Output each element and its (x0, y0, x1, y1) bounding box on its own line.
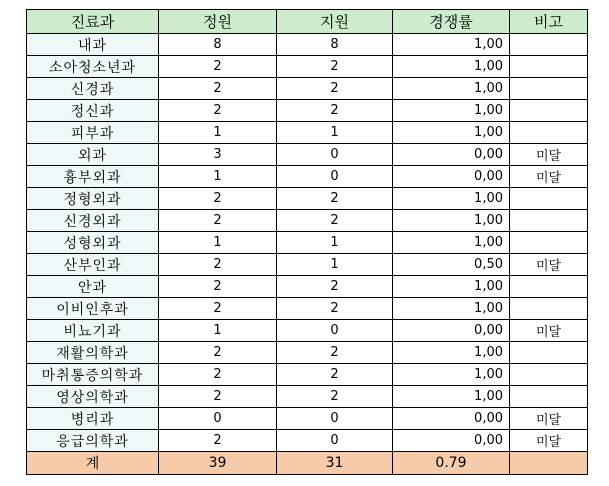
cell-remarks: 미달 (510, 144, 588, 166)
table-row (27, 56, 588, 78)
table-row (27, 276, 588, 298)
cell-quota: 2 (159, 56, 277, 78)
cell-competition-ratio: 1,00 (393, 34, 510, 56)
cell-applicants: 8 (277, 34, 393, 56)
cell-competition-ratio: 0,00 (393, 408, 510, 430)
total-ratio: 0.79 (393, 452, 510, 475)
table-row (27, 298, 588, 320)
cell-competition-ratio: 0,00 (393, 430, 510, 452)
cell-remarks (510, 386, 588, 408)
total-quota: 39 (159, 452, 277, 475)
cell-competition-ratio: 1,00 (393, 188, 510, 210)
cell-quota: 2 (159, 364, 277, 386)
cell-department: 성형외과 (27, 232, 159, 254)
cell-quota: 2 (159, 430, 277, 452)
cell-competition-ratio: 1,00 (393, 386, 510, 408)
cell-department: 정형외과 (27, 188, 159, 210)
header-remarks: 비고 (510, 10, 588, 34)
cell-remarks: 미달 (510, 430, 588, 452)
cell-quota: 3 (159, 144, 277, 166)
cell-remarks (510, 276, 588, 298)
table-body (27, 34, 588, 452)
cell-competition-ratio: 1,00 (393, 78, 510, 100)
cell-department: 외과 (27, 144, 159, 166)
table-row (27, 166, 588, 188)
cell-remarks (510, 364, 588, 386)
cell-competition-ratio: 0,00 (393, 166, 510, 188)
cell-remarks: 미달 (510, 254, 588, 276)
cell-competition-ratio: 1,00 (393, 342, 510, 364)
table-row (27, 364, 588, 386)
cell-department: 산부인과 (27, 254, 159, 276)
cell-quota: 2 (159, 342, 277, 364)
cell-quota: 2 (159, 276, 277, 298)
cell-applicants: 0 (277, 320, 393, 342)
header-competition-ratio: 경쟁률 (393, 10, 510, 34)
cell-competition-ratio: 1,00 (393, 210, 510, 232)
header-applicants: 지원 (277, 10, 393, 34)
cell-department: 신경외과 (27, 210, 159, 232)
cell-department: 영상의학과 (27, 386, 159, 408)
cell-remarks (510, 232, 588, 254)
cell-remarks (510, 342, 588, 364)
total-label: 계 (27, 452, 159, 475)
table-row (27, 122, 588, 144)
cell-quota: 2 (159, 100, 277, 122)
cell-applicants: 2 (277, 298, 393, 320)
cell-department: 내과 (27, 34, 159, 56)
cell-competition-ratio: 0,50 (393, 254, 510, 276)
cell-department: 이비인후과 (27, 298, 159, 320)
cell-applicants: 0 (277, 144, 393, 166)
cell-quota: 2 (159, 210, 277, 232)
cell-applicants: 2 (277, 364, 393, 386)
cell-quota: 1 (159, 232, 277, 254)
cell-department: 소아청소년과 (27, 56, 159, 78)
cell-quota: 2 (159, 188, 277, 210)
cell-competition-ratio: 1,00 (393, 364, 510, 386)
cell-department: 피부과 (27, 122, 159, 144)
cell-applicants: 0 (277, 408, 393, 430)
table-row (27, 144, 588, 166)
table-row (27, 78, 588, 100)
table-row (27, 100, 588, 122)
cell-department: 마취통증의학과 (27, 364, 159, 386)
cell-quota: 2 (159, 254, 277, 276)
header-row (27, 10, 588, 34)
cell-applicants: 2 (277, 78, 393, 100)
cell-remarks (510, 210, 588, 232)
cell-department: 흉부외과 (27, 166, 159, 188)
table-row (27, 34, 588, 56)
cell-quota: 2 (159, 386, 277, 408)
table-row (27, 342, 588, 364)
cell-quota: 0 (159, 408, 277, 430)
table-row (27, 386, 588, 408)
cell-quota: 1 (159, 166, 277, 188)
header-department: 진료과 (27, 10, 159, 34)
cell-applicants: 2 (277, 56, 393, 78)
table-row (27, 188, 588, 210)
cell-quota: 1 (159, 320, 277, 342)
cell-department: 비뇨기과 (27, 320, 159, 342)
cell-quota: 1 (159, 122, 277, 144)
cell-competition-ratio: 0,00 (393, 144, 510, 166)
cell-department: 병리과 (27, 408, 159, 430)
cell-applicants: 0 (277, 430, 393, 452)
cell-applicants: 1 (277, 254, 393, 276)
table-row (27, 430, 588, 452)
cell-competition-ratio: 1,00 (393, 56, 510, 78)
cell-competition-ratio: 0,00 (393, 320, 510, 342)
cell-competition-ratio: 1,00 (393, 298, 510, 320)
cell-remarks (510, 56, 588, 78)
cell-department: 정신과 (27, 100, 159, 122)
cell-competition-ratio: 1,00 (393, 276, 510, 298)
table-row (27, 408, 588, 430)
cell-applicants: 0 (277, 166, 393, 188)
cell-remarks (510, 298, 588, 320)
cell-remarks: 미달 (510, 320, 588, 342)
cell-applicants: 2 (277, 342, 393, 364)
cell-applicants: 2 (277, 188, 393, 210)
table-row (27, 320, 588, 342)
total-note (510, 452, 588, 475)
cell-department: 신경과 (27, 78, 159, 100)
cell-applicants: 2 (277, 210, 393, 232)
cell-department: 안과 (27, 276, 159, 298)
cell-remarks (510, 122, 588, 144)
cell-applicants: 2 (277, 386, 393, 408)
cell-competition-ratio: 1,00 (393, 122, 510, 144)
cell-competition-ratio: 1,00 (393, 100, 510, 122)
cell-department: 재활의학과 (27, 342, 159, 364)
table-row (27, 254, 588, 276)
cell-remarks: 미달 (510, 166, 588, 188)
cell-remarks (510, 78, 588, 100)
cell-remarks (510, 100, 588, 122)
cell-department: 응급의학과 (27, 430, 159, 452)
cell-remarks (510, 34, 588, 56)
cell-quota: 8 (159, 34, 277, 56)
cell-applicants: 2 (277, 100, 393, 122)
cell-remarks (510, 188, 588, 210)
cell-applicants: 1 (277, 232, 393, 254)
residency-application-table (26, 9, 588, 475)
cell-applicants: 1 (277, 122, 393, 144)
cell-applicants: 2 (277, 276, 393, 298)
table-row (27, 232, 588, 254)
cell-quota: 2 (159, 78, 277, 100)
total-row (27, 452, 588, 475)
table-row (27, 210, 588, 232)
total-applicants: 31 (277, 452, 393, 475)
cell-quota: 2 (159, 298, 277, 320)
cell-competition-ratio: 1,00 (393, 232, 510, 254)
header-quota: 정원 (159, 10, 277, 34)
cell-remarks: 미달 (510, 408, 588, 430)
